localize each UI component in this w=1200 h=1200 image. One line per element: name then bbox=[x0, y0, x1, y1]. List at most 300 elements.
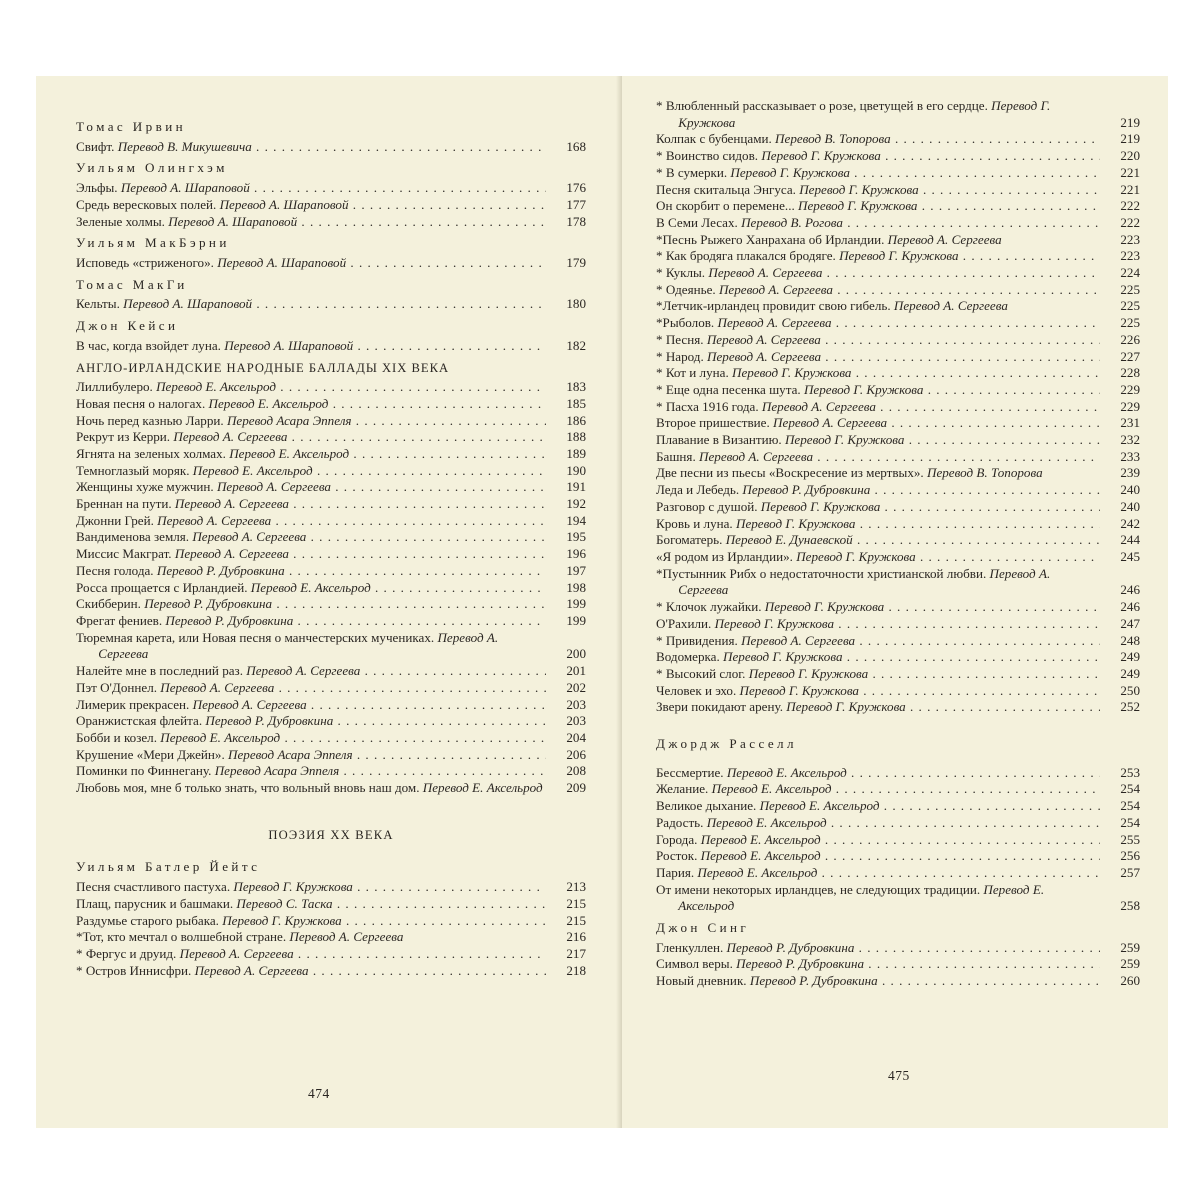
translator-credit: Перевод А. Сергеева bbox=[194, 962, 309, 978]
poem-title: *Рыболов. bbox=[656, 315, 718, 331]
toc-entry bbox=[76, 338, 586, 355]
entry-text bbox=[656, 198, 1100, 215]
translator-credit: Перевод А. Сергеева bbox=[160, 679, 275, 695]
poem-title: Ночь перед казнью Ларри. bbox=[76, 412, 227, 428]
entry-text bbox=[656, 298, 1100, 315]
poem-title: Две песни из пьесы «Воскресение из мертвых». bbox=[656, 465, 927, 481]
translator-credit: Перевод А. Сергеева bbox=[707, 348, 822, 364]
poem-title: *Песнь Рыжего Ханрахана об Ирландии. bbox=[656, 231, 888, 247]
poem-title: *Пустынник Рибх о недостаточности христианской любви. bbox=[656, 565, 990, 581]
translator-credit: Перевод А. Сергеева bbox=[741, 632, 856, 648]
right-page bbox=[622, 76, 1168, 1128]
page-reference: 208 bbox=[566, 763, 586, 779]
page-reference: 188 bbox=[566, 429, 586, 445]
poem-title: * Пасха 1916 года. bbox=[656, 398, 762, 414]
entry-text bbox=[76, 139, 546, 156]
toc-entry bbox=[76, 913, 586, 930]
author-heading: Джон Кейси bbox=[76, 318, 179, 334]
poem-title: Города. bbox=[656, 831, 701, 847]
entry-text bbox=[76, 963, 546, 980]
poem-title: Миссис Макграт. bbox=[76, 546, 175, 562]
translator-credit: Перевод Г. Кружкова bbox=[760, 498, 881, 514]
translator-credit: Перевод Е. Аксельрод bbox=[192, 462, 313, 478]
toc-entry bbox=[656, 765, 1140, 782]
poem-title: Он скорбит о перемене... bbox=[656, 198, 799, 214]
page-reference: 217 bbox=[566, 945, 586, 961]
toc-entry bbox=[76, 413, 586, 430]
poem-title: *Тот, кто мечтал о волшебной стране. bbox=[76, 929, 290, 945]
entry-text bbox=[656, 616, 1100, 633]
translator-credit: Перевод В. Рогова bbox=[741, 214, 843, 230]
translator-credit: Перевод Г. Кружкова bbox=[732, 365, 852, 381]
translator-credit: Перевод Е. Аксельрод bbox=[208, 395, 329, 411]
translator-credit: Перевод Г. Кружкова bbox=[233, 879, 353, 895]
translator-credit: Перевод В. Топорова bbox=[775, 131, 891, 147]
poem-title: В час, когда взойдет луна. bbox=[76, 337, 225, 353]
poem-title: Эльфы. bbox=[76, 180, 121, 196]
translator-credit: Перевод Асара Эппеля bbox=[214, 763, 340, 779]
entry-text bbox=[656, 349, 1100, 366]
poem-title: Бреннан на пути. bbox=[76, 496, 175, 512]
poem-title: Водомерка. bbox=[656, 649, 724, 665]
page-reference: 197 bbox=[566, 562, 586, 578]
translator-credit: Перевод Г. Кружкова bbox=[222, 912, 342, 928]
page-reference: 232 bbox=[1120, 432, 1140, 448]
entry-text bbox=[656, 882, 1100, 915]
toc-entry bbox=[656, 382, 1140, 399]
toc-entry bbox=[76, 929, 586, 946]
entry-text bbox=[76, 613, 546, 630]
toc-entry bbox=[76, 513, 586, 530]
page-reference: 185 bbox=[566, 395, 586, 411]
poem-title: * Еще одна песенка шута. bbox=[656, 381, 804, 397]
translator-credit: Перевод А. Шараповой bbox=[217, 254, 347, 270]
toc-entry bbox=[76, 396, 586, 413]
poem-title: Плавание в Византию. bbox=[656, 432, 785, 448]
toc-entry bbox=[656, 973, 1140, 990]
toc-entry bbox=[656, 232, 1140, 249]
entry-text bbox=[656, 382, 1100, 399]
toc-entry bbox=[76, 479, 586, 496]
poem-title: Радость. bbox=[656, 814, 707, 830]
page-reference: 240 bbox=[1120, 482, 1140, 498]
page-reference: 222 bbox=[1120, 214, 1140, 230]
page-reference: 180 bbox=[566, 296, 586, 312]
page-reference: 209 bbox=[566, 780, 586, 796]
poem-title: * Фергус и друид. bbox=[76, 945, 180, 961]
entry-text bbox=[656, 432, 1100, 449]
entry-text bbox=[656, 798, 1100, 815]
translator-credit: Перевод Р. Дубровкина bbox=[165, 612, 294, 628]
toc-entry bbox=[76, 296, 586, 313]
entry-text bbox=[76, 214, 546, 231]
poem-title: * Высокий слог. bbox=[656, 665, 749, 681]
translator-credit: Перевод Р. Дубровкина bbox=[205, 713, 334, 729]
entry-text bbox=[656, 549, 1100, 566]
entry-text bbox=[76, 596, 546, 613]
entry-text bbox=[76, 563, 546, 580]
translator-credit: Перевод Г. Кружкова bbox=[723, 649, 843, 665]
toc-entry bbox=[656, 781, 1140, 798]
entry-text bbox=[656, 633, 1100, 650]
poem-title: Пэт О'Доннел. bbox=[76, 679, 161, 695]
poem-title: Кельты. bbox=[76, 296, 124, 312]
translator-credit: Перевод Г. Кружкова bbox=[784, 432, 905, 448]
page-reference: 183 bbox=[566, 379, 586, 395]
poem-title: * Как бродяга плакался бродяге. bbox=[656, 248, 840, 264]
toc-entry bbox=[76, 580, 586, 597]
page-reference: 250 bbox=[1120, 682, 1140, 698]
translator-credit: Перевод А. Шараповой bbox=[224, 337, 354, 353]
poem-title: Поминки по Финнегану. bbox=[76, 763, 215, 779]
toc-entry bbox=[76, 446, 586, 463]
entry-text bbox=[76, 255, 546, 272]
translator-credit: Перевод А. Сергеева bbox=[893, 298, 1008, 314]
page-reference: 206 bbox=[566, 746, 586, 762]
poem-title: Налейте мне в последний раз. bbox=[76, 663, 247, 679]
poem-title: Леда и Лебедь. bbox=[656, 482, 743, 498]
poem-title: Лиллибулеро. bbox=[76, 379, 157, 395]
page-number: 474 bbox=[308, 1086, 330, 1101]
entry-text bbox=[656, 832, 1100, 849]
page-reference: 225 bbox=[1120, 281, 1140, 297]
entry-text bbox=[656, 148, 1100, 165]
page-number: 475 bbox=[888, 1068, 910, 1083]
toc-entry bbox=[656, 315, 1140, 332]
poem-title: * В сумерки. bbox=[656, 164, 731, 180]
translator-credit: Перевод А. Сергеева bbox=[717, 315, 832, 331]
poem-title: Исповедь «стриженого». bbox=[76, 254, 218, 270]
translator-credit: Перевод А. Сергеева bbox=[289, 929, 404, 945]
translator-credit: Перевод А. Сергеева bbox=[174, 496, 289, 512]
entry-text bbox=[76, 747, 546, 764]
poem-title: Человек и эхо. bbox=[656, 682, 740, 698]
translator-credit: Перевод А. Сергеева bbox=[678, 565, 1051, 598]
page-reference: 249 bbox=[1120, 665, 1140, 681]
page-reference: 204 bbox=[566, 729, 586, 745]
translator-credit: Перевод А. Сергеева bbox=[174, 546, 289, 562]
toc-entry bbox=[656, 616, 1140, 633]
translator-credit: Перевод А. Шараповой bbox=[168, 213, 298, 229]
page-reference: 215 bbox=[566, 895, 586, 911]
page-reference: 249 bbox=[1120, 649, 1140, 665]
poem-title: Росса прощается с Ирландией. bbox=[76, 579, 251, 595]
poem-title: Росток. bbox=[656, 848, 701, 864]
toc-entry bbox=[76, 730, 586, 747]
entry-text bbox=[656, 248, 1100, 265]
toc-entry bbox=[76, 546, 586, 563]
toc-entry bbox=[656, 683, 1140, 700]
entry-text bbox=[656, 98, 1100, 131]
page-reference: 178 bbox=[566, 213, 586, 229]
poem-title: * Влюбленный рассказывает о розе, цветущей в его сердце. bbox=[656, 98, 992, 113]
translator-credit: Перевод В. Микушевича bbox=[117, 138, 252, 154]
page-reference: 229 bbox=[1120, 381, 1140, 397]
translator-credit: Перевод Р. Дубровкина bbox=[156, 562, 285, 578]
entry-text bbox=[76, 197, 546, 214]
toc-entry bbox=[76, 529, 586, 546]
translator-credit: Перевод Р. Дубровкина bbox=[736, 956, 864, 972]
poem-title: * Песня. bbox=[656, 331, 707, 347]
page-reference: 259 bbox=[1120, 956, 1140, 972]
entry-text bbox=[76, 913, 546, 930]
translator-credit: Перевод Г. Кружкова bbox=[761, 148, 881, 164]
table-of-contents bbox=[656, 98, 1140, 990]
toc-entry bbox=[76, 379, 586, 396]
poem-title: От имени некоторых ирландцев, не следующих традиции. bbox=[656, 881, 984, 897]
page-reference: 220 bbox=[1120, 148, 1140, 164]
poem-title: Кровь и луна. bbox=[656, 515, 736, 531]
toc-entry bbox=[76, 563, 586, 580]
toc-entry bbox=[76, 713, 586, 730]
poem-title: Разговор с душой. bbox=[656, 498, 761, 514]
page-reference: 228 bbox=[1120, 365, 1140, 381]
toc-entry bbox=[76, 463, 586, 480]
toc-entry bbox=[656, 566, 1140, 599]
entry-text bbox=[656, 973, 1100, 990]
poem-title: Средь вересковых полей. bbox=[76, 196, 220, 212]
translator-credit: Перевод Р. Дубровкина bbox=[749, 973, 878, 989]
poem-title: Великое дыхание. bbox=[656, 798, 760, 814]
entry-text bbox=[76, 413, 546, 430]
translator-credit: Перевод А. Сергеева bbox=[699, 448, 814, 464]
page-reference: 240 bbox=[1120, 498, 1140, 514]
translator-credit: Перевод Е. Аксельрод bbox=[711, 781, 832, 797]
poem-title: Песня скитальца Энгуса. bbox=[656, 181, 800, 197]
entry-text bbox=[656, 599, 1100, 616]
translator-credit: Перевод Е. Аксельрод bbox=[759, 798, 880, 814]
poem-title: В Семи Лесах. bbox=[656, 214, 742, 230]
page-reference: 223 bbox=[1120, 231, 1140, 247]
toc-entry bbox=[656, 482, 1140, 499]
page-reference: 245 bbox=[1120, 548, 1140, 564]
toc-entry bbox=[656, 148, 1140, 165]
toc-entry bbox=[656, 666, 1140, 683]
translator-credit: Перевод А. Сергеева bbox=[761, 398, 876, 414]
page-reference: 253 bbox=[1120, 764, 1140, 780]
toc-entry bbox=[76, 139, 586, 156]
toc-entry bbox=[76, 596, 586, 613]
toc-entry bbox=[656, 499, 1140, 516]
translator-credit: Перевод Г. Кружкова bbox=[735, 515, 856, 531]
toc-entry bbox=[76, 663, 586, 680]
poem-title: Пария. bbox=[656, 864, 698, 880]
translator-credit: Перевод Г. Кружкова bbox=[730, 164, 850, 180]
translator-credit: Перевод А. Сергеева bbox=[179, 945, 294, 961]
entry-text bbox=[76, 730, 546, 747]
toc-entry bbox=[76, 697, 586, 714]
page-reference: 203 bbox=[566, 696, 586, 712]
toc-entry bbox=[656, 633, 1140, 650]
toc-entry bbox=[656, 599, 1140, 616]
toc-entry bbox=[656, 649, 1140, 666]
page-reference: 195 bbox=[566, 529, 586, 545]
toc-entry bbox=[76, 197, 586, 214]
toc-entry bbox=[656, 882, 1140, 915]
toc-entry bbox=[656, 940, 1140, 957]
entry-text bbox=[76, 946, 546, 963]
entry-text bbox=[656, 516, 1100, 533]
entry-text bbox=[656, 165, 1100, 182]
poem-title: * Народ. bbox=[656, 348, 708, 364]
page-reference: 177 bbox=[566, 196, 586, 212]
entry-text bbox=[76, 529, 546, 546]
toc-entry bbox=[656, 198, 1140, 215]
page-reference: 224 bbox=[1120, 265, 1140, 281]
entry-text bbox=[76, 379, 546, 396]
toc-entry bbox=[76, 180, 586, 197]
toc-entry bbox=[656, 516, 1140, 533]
poem-title: Колпак с бубенцами. bbox=[656, 131, 776, 147]
page-reference: 225 bbox=[1120, 298, 1140, 314]
entry-text bbox=[76, 896, 546, 913]
translator-credit: Перевод А. Сергеева bbox=[192, 696, 307, 712]
page-reference: 199 bbox=[566, 612, 586, 628]
page-reference: 247 bbox=[1120, 615, 1140, 631]
toc-entry bbox=[656, 832, 1140, 849]
translator-credit: Перевод Г. Кружкова bbox=[764, 599, 885, 615]
poem-title: Бобби и козел. bbox=[76, 729, 161, 745]
poem-title: * Остров Иннисфри. bbox=[76, 962, 195, 978]
toc-entry bbox=[656, 265, 1140, 282]
entry-text bbox=[656, 649, 1100, 666]
poem-title: *Летчик-ирландец провидит свою гибель. bbox=[656, 298, 894, 314]
poem-title: * Кот и луна. bbox=[656, 365, 732, 381]
toc-entry bbox=[656, 131, 1140, 148]
page-reference: 203 bbox=[566, 713, 586, 729]
translator-credit: Перевод С. Таска bbox=[236, 895, 333, 911]
page-reference: 196 bbox=[566, 546, 586, 562]
page-reference: 254 bbox=[1120, 798, 1140, 814]
entry-text bbox=[76, 479, 546, 496]
entry-text bbox=[656, 415, 1100, 432]
author-heading: Уильям Олингхэм bbox=[76, 160, 228, 176]
poem-title: Символ веры. bbox=[656, 956, 737, 972]
author-heading: Джордж Расселл bbox=[656, 736, 797, 752]
page-reference: 256 bbox=[1120, 848, 1140, 864]
translator-credit: Перевод Г. Кружкова bbox=[748, 665, 869, 681]
poem-title: Гленкуллен. bbox=[656, 939, 727, 955]
translator-credit: Перевод Р. Дубровкина bbox=[144, 596, 273, 612]
author-heading: Уильям Батлер Йейтс bbox=[76, 859, 261, 875]
entry-text bbox=[76, 546, 546, 563]
toc-entry bbox=[656, 415, 1140, 432]
page-reference: 215 bbox=[566, 912, 586, 928]
translator-credit: Перевод Г. Кружкова bbox=[678, 98, 1051, 130]
translator-credit: Перевод А. Сергеева bbox=[246, 663, 361, 679]
author-heading: Джон Синг bbox=[656, 920, 750, 936]
poem-title: Джонни Грей. bbox=[76, 512, 158, 528]
translator-credit: Перевод Г. Кружкова bbox=[799, 181, 919, 197]
poem-title: Богоматерь. bbox=[656, 532, 726, 548]
poem-title: Новая песня о налогах. bbox=[76, 395, 209, 411]
translator-credit: Перевод Г. Кружкова bbox=[796, 548, 916, 564]
entry-text bbox=[656, 182, 1100, 199]
translator-credit: Перевод Е. Аксельрод bbox=[726, 764, 847, 780]
poem-title: Песня счастливого пастуха. bbox=[76, 879, 234, 895]
toc-entry bbox=[656, 165, 1140, 182]
entry-text bbox=[76, 929, 546, 946]
page-reference: 246 bbox=[1120, 582, 1140, 598]
poem-title: Новый дневник. bbox=[656, 973, 750, 989]
translator-credit: Перевод Е. Аксельрод bbox=[156, 379, 277, 395]
translator-credit: Перевод Р. Дубровкина bbox=[726, 939, 855, 955]
entry-text bbox=[656, 332, 1100, 349]
author-heading: Томас Ирвин bbox=[76, 119, 187, 134]
translator-credit: Перевод А. Сергеева bbox=[173, 429, 288, 445]
table-of-contents bbox=[76, 114, 586, 979]
entry-text bbox=[656, 131, 1100, 148]
translator-credit: Перевод А. Сергеева bbox=[192, 529, 307, 545]
toc-entry bbox=[656, 349, 1140, 366]
entry-text bbox=[656, 683, 1100, 700]
page-reference: 199 bbox=[566, 596, 586, 612]
page-reference: 192 bbox=[566, 496, 586, 512]
entry-text bbox=[656, 265, 1100, 282]
page-reference: 168 bbox=[566, 138, 586, 154]
page-reference: 254 bbox=[1120, 781, 1140, 797]
entry-text bbox=[656, 282, 1100, 299]
page-reference: 229 bbox=[1120, 398, 1140, 414]
translator-credit: Перевод А. Сергеева bbox=[887, 231, 1002, 247]
translator-credit: Перевод В. Топорова bbox=[926, 465, 1043, 481]
page-reference: 255 bbox=[1120, 831, 1140, 847]
translator-credit: Перевод А. Шараповой bbox=[219, 196, 349, 212]
poem-title: Раздумье старого рыбака. bbox=[76, 912, 223, 928]
entry-text bbox=[656, 365, 1100, 382]
page-reference: 219 bbox=[1120, 131, 1140, 147]
entry-text bbox=[656, 815, 1100, 832]
page-reference: 231 bbox=[1120, 415, 1140, 431]
page-reference: 227 bbox=[1120, 348, 1140, 364]
toc-entry bbox=[656, 956, 1140, 973]
page-reference: 189 bbox=[566, 445, 586, 461]
toc-entry bbox=[656, 282, 1140, 299]
entry-text bbox=[76, 663, 546, 680]
translator-credit: Перевод А. Сергеева bbox=[718, 281, 833, 297]
entry-text bbox=[656, 956, 1100, 973]
poem-title: Ягнята на зеленых холмах. bbox=[76, 445, 230, 461]
entry-text bbox=[656, 399, 1100, 416]
translator-credit: Перевод Г. Кружкова bbox=[798, 198, 918, 214]
page-reference: 219 bbox=[1120, 114, 1140, 130]
entry-text bbox=[656, 482, 1100, 499]
entry-text bbox=[76, 513, 546, 530]
left-page bbox=[36, 76, 622, 1128]
page-reference: 186 bbox=[566, 412, 586, 428]
entry-text bbox=[656, 940, 1100, 957]
poem-title: * Привидения. bbox=[656, 632, 742, 648]
poem-title: Любовь моя, мне б только знать, что вольный вновь наш дом. bbox=[76, 780, 423, 796]
poem-title: Фрегат фениев. bbox=[76, 612, 166, 628]
toc-entry bbox=[656, 365, 1140, 382]
page-reference: 221 bbox=[1120, 181, 1140, 197]
page-reference: 190 bbox=[566, 462, 586, 478]
toc-entry bbox=[76, 896, 586, 913]
page-reference: 202 bbox=[566, 679, 586, 695]
toc-entry bbox=[76, 780, 586, 797]
page-reference: 226 bbox=[1120, 331, 1140, 347]
page-reference: 176 bbox=[566, 180, 586, 196]
poem-title: Зеленые холмы. bbox=[76, 213, 169, 229]
poem-title: Женщины хуже мужчин. bbox=[76, 479, 217, 495]
page-reference: 239 bbox=[1120, 465, 1140, 481]
toc-entry bbox=[656, 215, 1140, 232]
translator-credit: Перевод Е. Аксельрод bbox=[706, 814, 827, 830]
translator-credit: Перевод А. Сергеева bbox=[773, 415, 888, 431]
toc-entry bbox=[656, 465, 1140, 482]
translator-credit: Перевод Е. Аксельрод bbox=[700, 831, 821, 847]
